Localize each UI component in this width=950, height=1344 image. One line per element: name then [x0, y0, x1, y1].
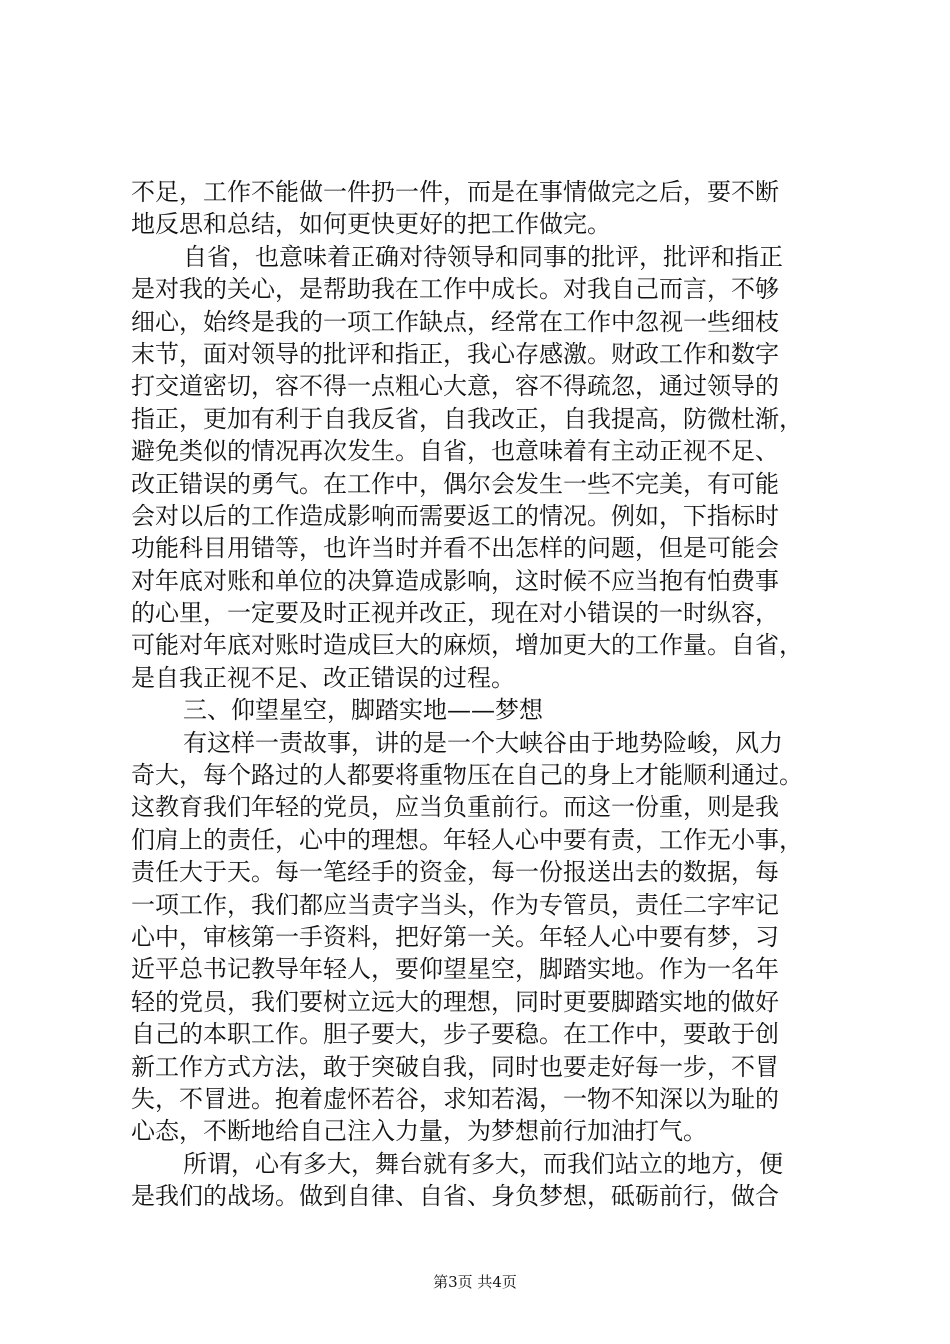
text-line: 自省，也意味着正确对待领导和同事的批评，批评和指正: [183, 242, 783, 271]
text-line: 的心里，一定要及时正视并改正，现在对小错误的一时纵容，: [131, 599, 779, 628]
text-line: 打交道密切，容不得一点粗心大意，容不得疏忽，通过领导的: [131, 372, 779, 401]
text-line: 末节，面对领导的批评和指正，我心存感激。财政工作和数字: [131, 339, 779, 368]
text-line: 有这样一责故事，讲的是一个大峡谷由于地势险峻，风力: [183, 728, 783, 757]
text-line: 新工作方式方法，敢于突破自我，同时也要走好每一步，不冒: [131, 1052, 779, 1081]
text-line: 可能对年底对账时造成巨大的麻烦，增加更大的工作量。自省，: [131, 631, 803, 660]
text-line: 不足，工作不能做一件扔一件，而是在事情做完之后，要不断: [131, 178, 779, 206]
text-line: 是我们的战场。做到自律、自省、身负梦想，砥砺前行，做合: [131, 1182, 779, 1211]
body-text: [131, 176, 831, 1213]
section-heading: 三、仰望星空，脚踏实地——梦想: [183, 696, 543, 725]
text-line: 责任大于天。每一笔经手的资金，每一份报送出去的数据，每: [131, 858, 779, 887]
text-line: 指正，更加有利于自我反省，自我改正，自我提高，防微杜渐，: [131, 404, 803, 433]
text-line: 改正错误的勇气。在工作中，偶尔会发生一些不完美，有可能: [131, 469, 779, 498]
text-line: 对年底对账和单位的决算造成影响，这时候不应当抱有怕费事: [131, 566, 779, 595]
text-line: 所谓，心有多大，舞台就有多大，而我们站立的地方，便: [183, 1149, 783, 1178]
text-line: 失，不冒进。抱着虚怀若谷，求知若渴，一物不知深以为耻的: [131, 1084, 779, 1113]
text-line: 功能科目用错等，也许当时并看不出怎样的问题，但是可能会: [131, 534, 779, 563]
text-line: 奇大，每个路过的人都要将重物压在自己的身上才能顺利通过。: [131, 761, 803, 790]
text-line: 轻的党员，我们要树立远大的理想，同时更要脚踏实地的做好: [131, 987, 779, 1016]
text-line: 心态，不断地给自己注入力量，为梦想前行加油打气。: [131, 1117, 707, 1146]
text-line: 避免类似的情况再次发生。自省，也意味着有主动正视不足、: [131, 437, 779, 466]
text-line: 自己的本职工作。胆子要大，步子要稳。在工作中，要敢于创: [131, 1020, 779, 1049]
text-line: 心中，审核第一手资料，把好第一关。年轻人心中要有梦，习: [131, 922, 779, 951]
page-footer: 第3页 共4页: [433, 1273, 517, 1291]
text-line: 们肩上的责任，心中的理想。年轻人心中要有责，工作无小事，: [131, 825, 803, 854]
text-line: 这教育我们年轻的党员，应当负重前行。而这一份重，则是我: [131, 793, 779, 822]
text-line: 是对我的关心，是帮助我在工作中成长。对我自己而言，不够: [131, 275, 779, 304]
text-line: 一项工作，我们都应当责字当头，作为专管员，责任二字牢记: [131, 890, 779, 919]
text-line: 是自我正视不足、改正错误的过程。: [131, 663, 515, 692]
text-line: 近平总书记教导年轻人，要仰望星空，脚踏实地。作为一名年: [131, 955, 779, 984]
text-line: 细心，始终是我的一项工作缺点，经常在工作中忽视一些细枝: [131, 307, 779, 336]
text-line: 会对以后的工作造成影响而需要返工的情况。例如，下指标时: [131, 501, 779, 530]
text-line: 地反思和总结，如何更快更好的把工作做完。: [131, 210, 611, 239]
